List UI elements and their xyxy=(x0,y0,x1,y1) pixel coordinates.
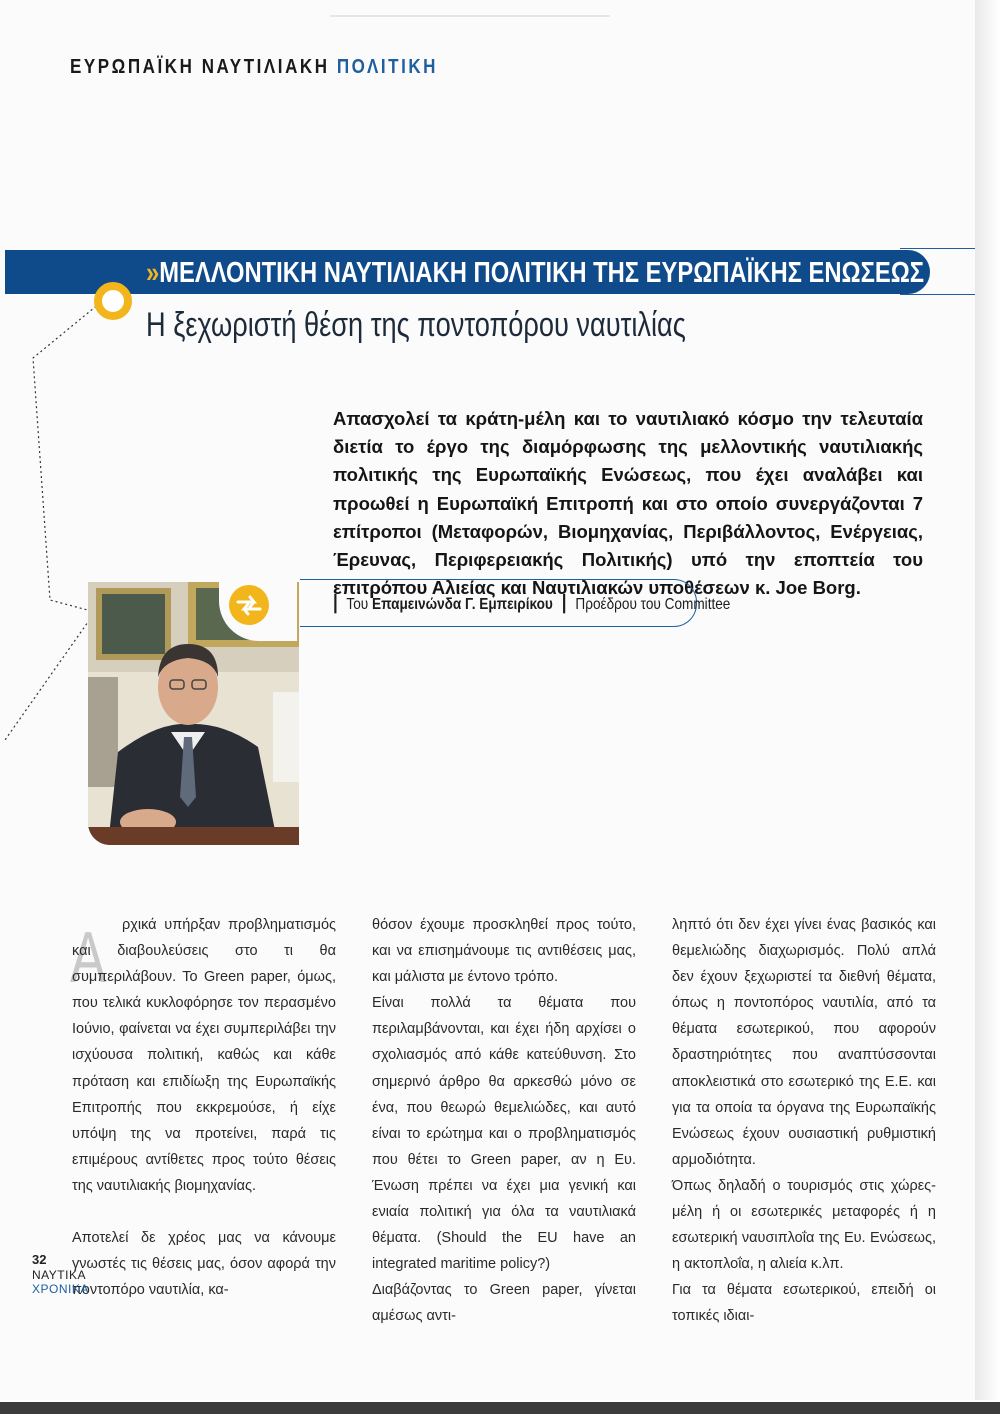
article-column-2 xyxy=(372,912,636,1330)
byline xyxy=(333,592,730,615)
page-edge-shade xyxy=(975,0,1000,1400)
article-title xyxy=(146,257,924,290)
byline-prefix: Του xyxy=(346,596,369,613)
byline-author-name: Επαμεινώνδα Γ. Εμπειρίκου xyxy=(372,596,553,613)
paragraph: θόσον έχουμε προσκληθεί προς τούτο, και να επισημάνουμε τις αντιθέσεις μας, και μάλιστα με έντονο τρόπο. xyxy=(372,917,636,986)
scan-mark xyxy=(330,15,610,17)
double-chevron-icon: » xyxy=(146,257,160,289)
article-column-1 xyxy=(72,912,336,1303)
byline-author-role: Προέδρου του Committee xyxy=(575,596,731,613)
paragraph: ληπτό ότι δεν έχει γίνει ένας βασικός και θεμελιώδης διαχωρισμός. Πολύ απλά δεν έχουν ξεχωριστεί τα διεθνή θέματα, όπως η ποντοπόρος ναυτιλία, από τα θέματα εσωτερικού, που αφορούν δραστηριότητες που αναπτύσσονται αποκλειστικά στο εσωτερικό της Ε.Ε. και για τα οποία τα όργανα της Ευρωπαϊκής Ενώσεως έχουν ουσιαστική ρυθμιστική αρμοδιότητα. xyxy=(672,917,936,1168)
banner-rule-bottom xyxy=(900,294,975,295)
article-title-text: ΜΕΛΛΟΝΤΙΚΗ ΝΑΥΤΙΛΙΑΚΗ ΠΟΛΙΤΙΚΗ ΤΗΣ ΕΥΡΩΠΑΪΚΗΣ ΕΝΩΣΕΩΣ xyxy=(159,257,925,289)
lead-paragraph: Απασχολεί τα κράτη-μέλη και το ναυτιλιακό κόσμο την τελευταία διετία το έργο της διαμόρφωσης της μελλοντικής ναυτιλιακής πολιτικής της Ευρωπαϊκής Ενώσεως, που έχει αναλάβει και προωθεί η Ευρωπαϊκή Επιτροπή και στο οποίο συνεργάζονται 7 επίτροποι (Μεταφορών, Βιομηχανίας, Περιβάλλοντος, Ενέργειας, Έρευνας, Περιφερειακής Πολιτικής) υπό την εποπτεία του επιτρόπου Αλιείας και Ναυτιλιακών υποθέσεων κ. Joe Borg. xyxy=(333,408,923,599)
paragraph: Είναι πολλά τα θέματα που περιλαμβάνονται, και έχει ήδη αρχίσει ο σχολιασμός από κάθε κατεύθυνση. Στο σημερινό άρθρο θα αρκεσθώ μόνο σε ένα, που θεωρώ θεμελιώδες, και αυτό είναι το ερώτημα και ο προβληματισμός που θέτει το Green paper, αν η Ευ. Ένωση πρέπει να έχει μια γενική και ενιαία πολιτική για όλα τα ναυτιλιακά θέματα. (Should the EU have an integrated maritime policy?) xyxy=(372,995,636,1273)
paragraph: Διαβάζοντας το Green paper, γίνεται αμέσως αντι- xyxy=(372,1282,636,1325)
magazine-name-line2: ΧΡΟΝΙΚΑ xyxy=(32,1282,89,1296)
paragraph: Για τα θέματα εσωτερικού, επειδή οι τοπικές ιδιαι- xyxy=(672,1282,936,1325)
banner-rule-top xyxy=(900,248,975,249)
paragraph: ρχικά υπήρξαν προβληματισμός και διαβουλεύσεις στο τι θα συμπεριλάβουν. Το Green paper, όμως, που τελικά κυκλοφόρησε τον περασμένο Ιούνιο, φαίνεται να έχει συμπεριλάβει την ισχύουσα πολιτική, καθώς και κάθε πρόταση και επιδίωξη της Ευρωπαϊκής Επιτροπής που εκκρεμούσε, ή είχε υπόψη της να προτείνει, παρά τις επιμέρους αντίθετες προς τούτο θέσεις της ναυτιλιακής βιομηχανίας. xyxy=(72,917,336,1194)
drop-cap: Α xyxy=(70,918,107,998)
page-number: 32 xyxy=(32,1252,47,1267)
arrow-logo-icon xyxy=(229,585,269,625)
article-column-3 xyxy=(672,912,936,1330)
byline-bar: | xyxy=(333,592,338,614)
ring-marker-icon xyxy=(94,282,132,320)
paragraph: Αποτελεί δε χρέος μας να κάνουμε γνωστές τις θέσεις μας, όσον αφορά την ποντοπόρο ναυτιλία, κα- xyxy=(72,1230,336,1299)
article-subtitle: Η ξεχωριστή θέση της ποντοπόρου ναυτιλίας xyxy=(146,306,686,344)
paragraph: Όπως δηλαδή ο τουρισμός στις χώρες-μέλη ή οι εσωτερικές μεταφορές ή η εσωτερική ναυσιπλοΐα της Ευ. Ενώσεως, η ακτοπλοΐα, η αλιεία κ.λπ. xyxy=(672,1177,936,1273)
byline-bar: | xyxy=(561,592,567,614)
magazine-name-line1: ΝΑΥΤΙΚΑ xyxy=(32,1268,86,1282)
section-header-part2: ΠΟΛΙΤΙΚΗ xyxy=(336,56,439,78)
scan-bottom-edge xyxy=(0,1402,1000,1414)
section-header-part1: ΕΥΡΩΠΑΪΚΗ ΝΑΥΤΙΛΙΑΚΗ xyxy=(70,56,330,78)
